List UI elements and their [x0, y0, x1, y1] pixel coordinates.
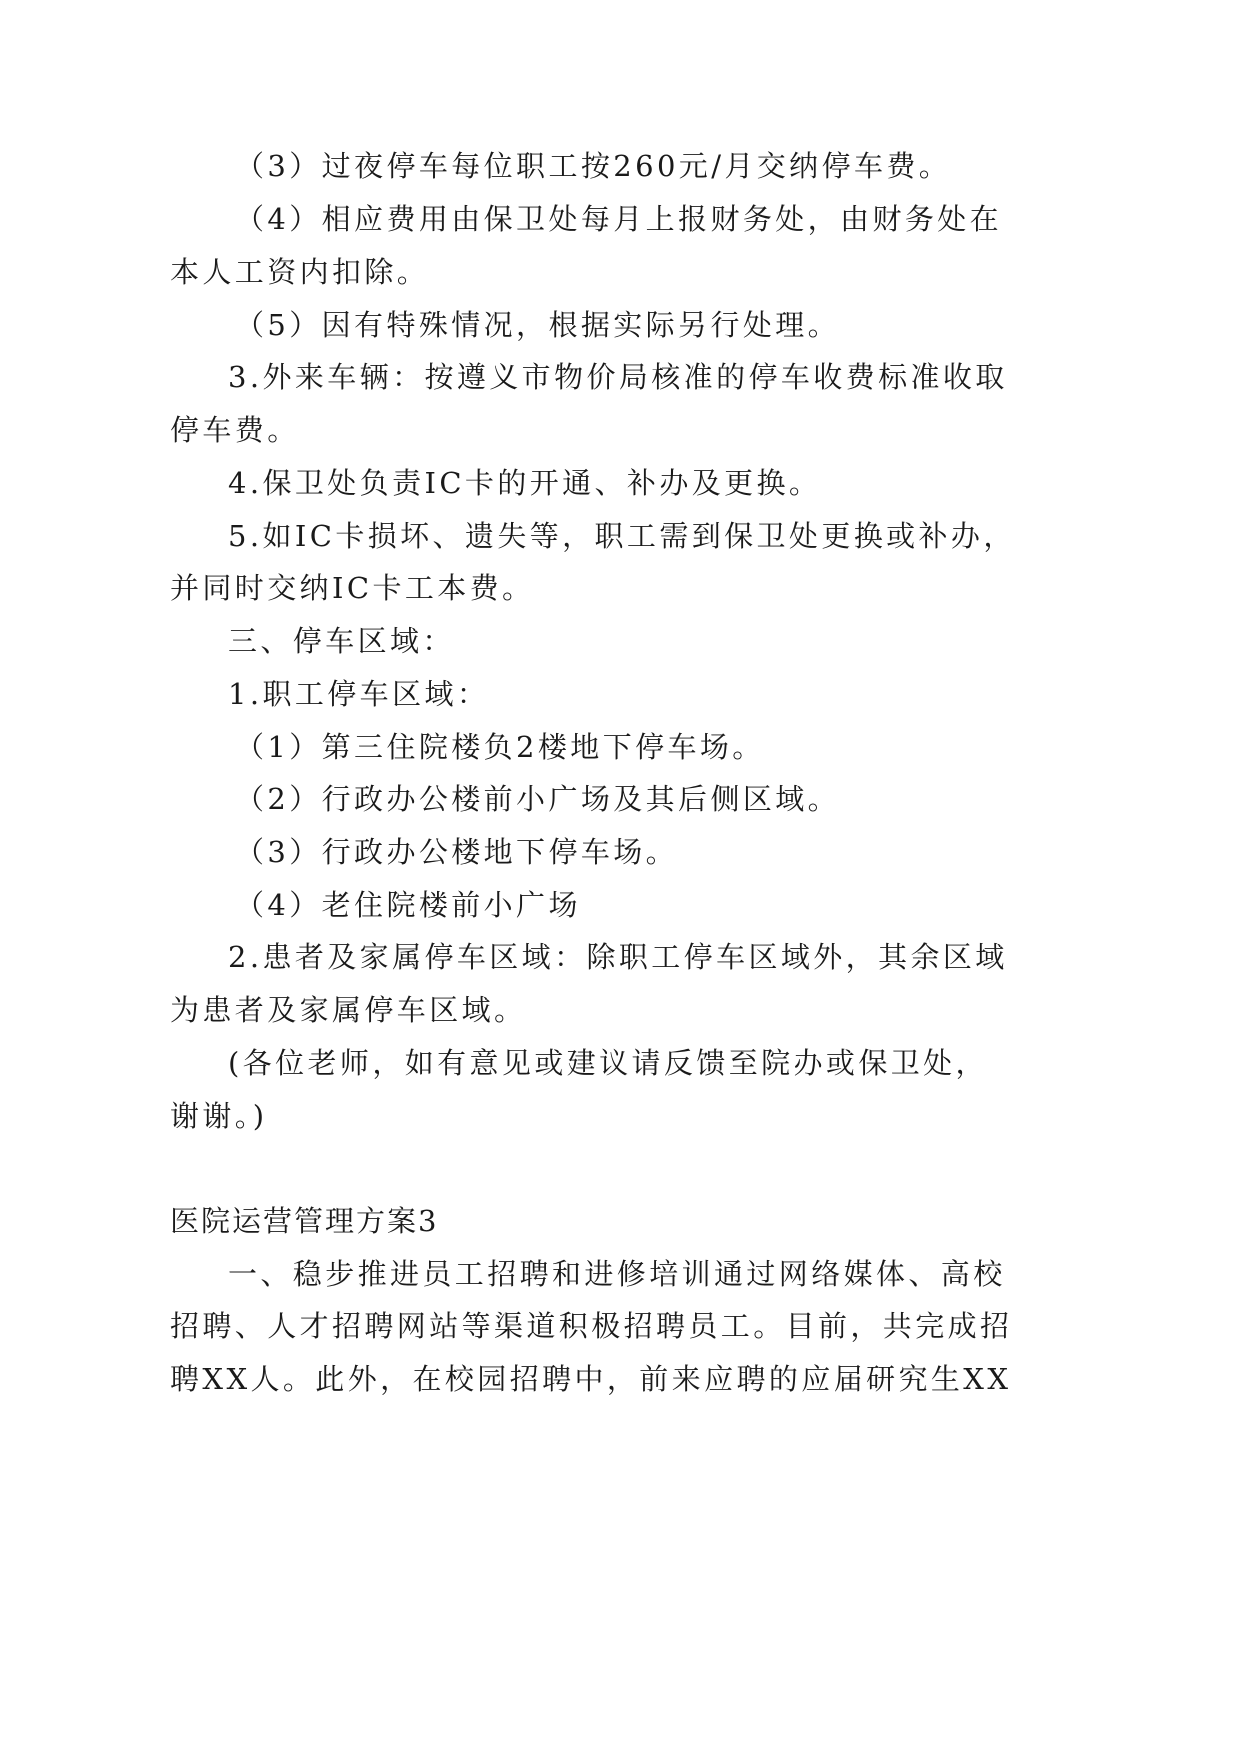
paragraph-line: 一、稳步推进员工招聘和进修培训通过网络媒体、高校: [228, 1257, 1006, 1291]
paragraph-line: （1）第三住院楼负2楼地下停车场。: [235, 730, 765, 764]
paragraph-line: 2.患者及家属停车区域：除职工停车区域外，其余区域: [228, 940, 1008, 974]
paragraph-line: 谢谢。): [170, 1099, 268, 1133]
paragraph-line: 停车费。: [170, 413, 300, 447]
paragraph-line: 为患者及家属停车区域。: [170, 993, 527, 1027]
paragraph-line: （2）行政办公楼前小广场及其后侧区域。: [235, 782, 841, 816]
paragraph-line: 招聘、人才招聘网站等渠道积极招聘员工。目前，共完成招: [170, 1309, 1013, 1343]
paragraph-line: （4）相应费用由保卫处每月上报财务处，由财务处在: [235, 202, 1003, 236]
section-heading: 三、停车区域：: [228, 624, 455, 658]
paragraph-line: 本人工资内扣除。: [170, 255, 430, 289]
paragraph-line: 4.保卫处负责IC卡的开通、补办及更换。: [228, 466, 822, 500]
paragraph-line: （3）过夜停车每位职工按260元/月交纳停车费。: [235, 149, 952, 183]
paragraph-line: 3.外来车辆：按遵义市物价局核准的停车收费标准收取: [228, 360, 1008, 394]
paragraph-line: 1.职工停车区域：: [228, 677, 490, 711]
paragraph-line: （3）行政办公楼地下停车场。: [235, 835, 679, 869]
paragraph-line: 并同时交纳IC卡工本费。: [170, 571, 535, 605]
paragraph-line: (各位老师，如有意见或建议请反馈至院办或保卫处，: [228, 1046, 988, 1080]
paragraph-line: 5.如IC卡损坏、遗失等，职工需到保卫处更换或补办，: [228, 519, 1016, 553]
document-title: 医院运营管理方案3: [170, 1204, 439, 1238]
paragraph-line: 聘XX人。此外，在校园招聘中，前来应聘的应届研究生XX: [170, 1362, 1012, 1396]
paragraph-line: （4）老住院楼前小广场: [235, 888, 581, 922]
paragraph-line: （5）因有特殊情况，根据实际另行处理。: [235, 308, 841, 342]
